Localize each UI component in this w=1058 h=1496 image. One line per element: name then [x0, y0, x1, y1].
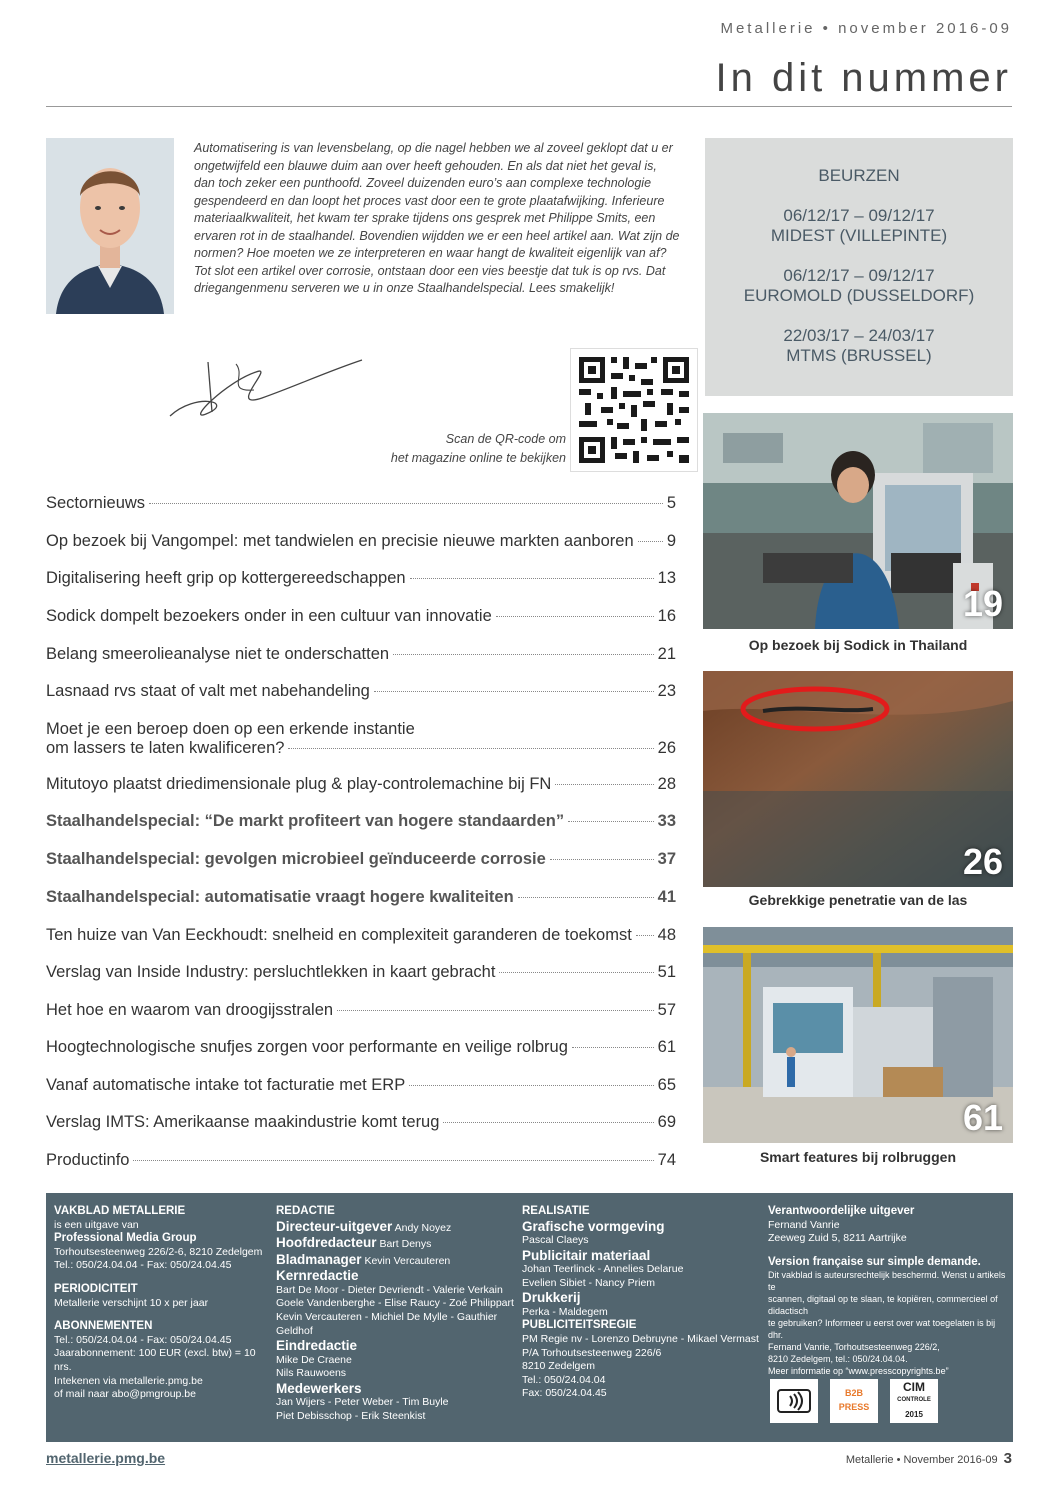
colophon-text: Metallerie verschijnt 10 x per jaar: [54, 1296, 209, 1309]
editor-photo: [46, 138, 174, 314]
colophon-text: Tel.: 050/24.04.04: [522, 1373, 606, 1386]
colophon-text: Tel.: 050/24.04.04 - Fax: 050/24.04.45: [54, 1333, 232, 1346]
signature-image: [166, 352, 366, 424]
toc-title: Op bezoek bij Vangompel: met tandwielen en precisie nieuwe markten aanboren: [46, 532, 634, 550]
toc-page: 48: [657, 926, 676, 944]
toc-item[interactable]: [46, 775, 676, 794]
colophon-col-publisher: [54, 1205, 274, 1402]
colophon-person: Andy Noyez: [394, 1221, 452, 1234]
toc-item[interactable]: [46, 850, 676, 869]
toc-title: Het hoe en waarom van droogijsstralen: [46, 1001, 334, 1019]
beurs-dates: 06/12/17 – 09/12/17: [783, 266, 935, 285]
toc-title: Verslag van Inside Industry: persluchtlekken in kaart gebracht: [46, 963, 496, 981]
colophon-text: Mike De Craene: [276, 1353, 352, 1366]
photo-weld-penetration[interactable]: [703, 671, 1013, 887]
toc-title: Staalhandelspecial: gevolgen microbieel geïnduceerde corrosie: [46, 850, 546, 868]
colophon-text: Goele Vandenberghe - Elise Raucy - Zoé Philippart: [276, 1297, 514, 1310]
beurzen-box: [705, 138, 1013, 396]
toc-item[interactable]: [46, 494, 676, 513]
colophon-text: Jan Wijers - Peter Weber - Tim Buyle: [276, 1396, 449, 1409]
contactless-logo-icon: [770, 1379, 818, 1423]
toc-item[interactable]: [46, 720, 676, 758]
colophon-role: Drukkerij: [522, 1290, 581, 1306]
beurs-name: MTMS (BRUSSEL): [786, 346, 932, 365]
toc-title: Hoogtechnologische snufjes zorgen voor performante en veilige rolbrug: [46, 1038, 568, 1056]
colophon-text: Dit vakblad is auteursrechtelijk beschermd. Wenst u artikels te: [768, 1270, 1006, 1293]
qr-caption-line-2: het magazine online te bekijken: [390, 451, 566, 465]
toc-item[interactable]: [46, 963, 676, 982]
colophon-logos: [770, 1379, 938, 1423]
toc-title: Vanaf automatische intake tot facturatie met ERP: [46, 1076, 406, 1094]
toc-title: Mitutoyo plaatst driedimensionale plug & play-controlemachine bij FN: [46, 775, 552, 793]
page-title: In dit nummer: [715, 56, 1012, 100]
colophon-text: Pascal Claeys: [522, 1234, 589, 1247]
colophon-heading: PUBLICITEITSREGIE: [522, 1319, 637, 1332]
footer-issue: [846, 1450, 1012, 1467]
toc-title: Verslag IMTS: Amerikaanse maakindustrie komt terug: [46, 1113, 440, 1131]
qr-code[interactable]: [570, 348, 698, 472]
photo-rolbrug[interactable]: [703, 927, 1013, 1143]
cim-logo-year: 2015: [905, 1409, 923, 1419]
colophon-text: P/A Torhoutsesteenweg 226/6: [522, 1346, 662, 1359]
toc-page: 61: [657, 1038, 676, 1056]
colophon-col-realisatie: [522, 1205, 762, 1401]
toc-page: 13: [657, 569, 676, 587]
toc-item[interactable]: [46, 532, 676, 551]
photo-page-number: 26: [962, 841, 1003, 882]
toc-item[interactable]: [46, 1001, 676, 1020]
toc-item[interactable]: [46, 607, 676, 626]
toc-title: Digitalisering heeft grip op kottergereedschappen: [46, 569, 406, 587]
toc-item[interactable]: [46, 812, 676, 831]
toc-page: 74: [657, 1151, 676, 1169]
colophon-person: Bart Denys: [379, 1238, 432, 1251]
cim-logo: [890, 1379, 938, 1423]
colophon-role: Publicitair materiaal: [522, 1247, 651, 1263]
colophon-text: Bart De Moor - Dieter Devriendt - Valerie Verkain: [276, 1283, 503, 1296]
toc-title: Productinfo: [46, 1151, 130, 1169]
colophon-heading: Verantwoordelijke uitgever: [768, 1205, 915, 1217]
toc-item[interactable]: [46, 1076, 676, 1095]
colophon-col-uitgever: [768, 1205, 1008, 1377]
colophon-text: Piet Debisschop - Erik Steenkist: [276, 1410, 426, 1423]
colophon-text: Tel.: 050/24.04.04 - Fax: 050/24.04.45: [54, 1259, 232, 1272]
beurs-dates: 22/03/17 – 24/03/17: [783, 326, 935, 345]
footer-issue-text: Metallerie • November 2016-09: [845, 1454, 998, 1466]
colophon-text: Intekenen via metallerie.pmg.be: [54, 1374, 203, 1387]
beurs-event: [705, 206, 1013, 246]
toc-title: Staalhandelspecial: automatisatie vraagt hogere kwaliteiten: [46, 888, 514, 906]
beurs-name: MIDEST (VILLEPINTE): [770, 226, 948, 245]
colophon-heading: VAKBLAD METALLERIE: [54, 1205, 186, 1217]
toc-page: 9: [666, 532, 676, 550]
cim-logo-sub: CONTROLE: [897, 1397, 931, 1404]
toc-page: 51: [657, 963, 676, 981]
colophon-role: Hoofdredacteur: [276, 1235, 377, 1251]
colophon-heading: REALISATIE: [522, 1205, 590, 1217]
colophon-text: te gebruiken? Informeer u eerst over wat toegelaten is bij dhr.: [768, 1318, 996, 1341]
toc-page: 5: [666, 494, 676, 512]
toc-item[interactable]: [46, 888, 676, 907]
colophon-text: is een uitgave van: [54, 1218, 139, 1231]
page-number: 3: [1003, 1450, 1012, 1467]
toc-page: 57: [657, 1001, 676, 1019]
toc-title: Sodick dompelt bezoekers onder in een cultuur van innovatie: [46, 607, 492, 625]
photo-page-number: 19: [962, 583, 1003, 624]
beurs-dates: 06/12/17 – 09/12/17: [783, 206, 935, 225]
b2b-press-logo: B2B PRESS: [830, 1379, 878, 1423]
toc-page: 21: [657, 645, 676, 663]
photo-caption: Op bezoek bij Sodick in Thailand: [748, 637, 968, 653]
toc-page: 28: [657, 775, 676, 793]
beurs-name: EUROMOLD (DUSSELDORF): [743, 286, 975, 305]
colophon-text: Perka - Maldegem: [522, 1305, 608, 1318]
colophon-text: Evelien Sibiet - Nancy Priem: [522, 1276, 656, 1289]
toc-page: 26: [657, 739, 676, 757]
toc-title: Staalhandelspecial: “De markt profiteert van hogere standaarden”: [46, 812, 565, 830]
photo-sodick-factory[interactable]: [703, 413, 1013, 629]
toc-page: 41: [657, 888, 676, 906]
photo-caption: Gebrekkige penetratie van de las: [748, 892, 968, 908]
toc-title: Ten huize van Van Eeckhoudt: snelheid en complexiteit garanderen de toekomst: [46, 926, 632, 944]
beurs-event: [705, 266, 1013, 306]
colophon-text: Fax: 050/24.04.45: [522, 1387, 607, 1400]
toc-page: 33: [657, 812, 676, 830]
header-divider: [46, 106, 1012, 107]
toc-title-line-1: Moet je een beroep doen op een erkende instantie: [46, 720, 415, 738]
toc-item[interactable]: [46, 1038, 676, 1057]
toc-title: Lasnaad rvs staat of valt met nabehandeling: [46, 682, 370, 700]
colophon-text: Nils Rauwoens: [276, 1367, 347, 1380]
colophon: [46, 1193, 1013, 1442]
toc-page: 69: [657, 1113, 676, 1131]
colophon-text: Kevin Vercauteren - Michiel De Mylle - Gauthier Geldhof: [276, 1311, 498, 1337]
toc-page: 16: [657, 607, 676, 625]
toc-page: 37: [657, 850, 676, 868]
colophon-col-redactie: [276, 1205, 516, 1424]
colophon-role: Medewerkers: [276, 1380, 362, 1396]
toc-title: Belang smeerolieanalyse niet te onderschatten: [46, 645, 390, 663]
toc-item[interactable]: [46, 926, 676, 945]
editorial-text: Automatisering is van levensbelang, op die nagel hebben we al zoveel geklopt dat u er ongetwijfeld een blauwe duim aan over heeft gehouden. En als dat niet het geval is, dan toch zeker een punthoofd. Zoveel duizenden euro’s aan complexe technologie gespendeerd en dan loopt het proces vast door een te grote plaatafwijking. Inferieure materiaalkwaliteit, het kwam ter sprake tijdens ons gesprek met Philippe Smits, een ervaren rot in de staalhandel. Bovendien wijdden we er een heel artikel aan. Wat zijn de normen? Hoe moeten we ze interpreteren en waar hangt de kwaliteit eigenlijk van af? Tot slot een artikel over corrosie, ontstaan door een vies beestje dat tuk is op rvs. Dat driegangenmenu serveren we u in onze Staalhandelspecial. Lees smakelijk!: [194, 141, 680, 295]
colophon-text: Fernand Vanrie: [768, 1218, 840, 1231]
qr-caption-line-1: Scan de QR-code om: [445, 432, 566, 446]
photo-page-number: 61: [962, 1097, 1003, 1138]
toc-page: 23: [657, 682, 676, 700]
toc-item[interactable]: [46, 645, 676, 664]
qr-caption: [340, 430, 566, 468]
colophon-text: 8210 Zedelgem, tel.: 050/24.04.04.: [768, 1354, 908, 1365]
photo-caption: Smart features bij rolbruggen: [759, 1149, 957, 1165]
toc-item[interactable]: [46, 682, 676, 701]
toc-title: om lassers te laten kwalificeren?: [46, 739, 285, 757]
colophon-role: Directeur-uitgever: [276, 1218, 393, 1234]
header-issue-line: Metallerie • november 2016-09: [720, 20, 1012, 37]
colophon-text: PM Regie nv - Lorenzo Debruyne - Mikael Vermast: [522, 1333, 759, 1346]
cim-logo-text: CIM: [903, 1379, 925, 1394]
toc-page: 65: [657, 1076, 676, 1094]
colophon-text: scannen, digitaal op te slaan, te kopiëren, commercieel of didactisch: [768, 1294, 998, 1317]
colophon-heading: PERIODICITEIT: [54, 1282, 138, 1295]
colophon-text: of mail naar abo@pmgroup.be: [54, 1388, 196, 1401]
colophon-text: Jaarabonnement: 100 EUR (excl. btw) = 10 nrs.: [54, 1347, 256, 1373]
beurs-event: [705, 326, 1013, 366]
colophon-person: Kevin Vercauteren: [364, 1254, 451, 1267]
colophon-role: Kernredactie: [276, 1268, 359, 1284]
colophon-publisher: Professional Media Group: [54, 1232, 197, 1245]
toc-item[interactable]: [46, 569, 676, 588]
toc-title: Sectornieuws: [46, 494, 146, 512]
colophon-text: Meer informatie op “www.presscopyrights.be”: [768, 1366, 949, 1377]
colophon-role: Eindredactie: [276, 1338, 358, 1354]
beurzen-heading: BEURZEN: [818, 166, 900, 185]
colophon-text: 8210 Zedelgem: [522, 1360, 595, 1373]
toc-item[interactable]: [46, 1113, 676, 1132]
toc-item[interactable]: [46, 1151, 676, 1170]
colophon-heading: Version française sur simple demande.: [768, 1255, 981, 1268]
footer-website-link[interactable]: metallerie.pmg.be: [46, 1450, 166, 1466]
colophon-text: Zeeweg Zuid 5, 8211 Aartrijke: [768, 1232, 907, 1245]
colophon-heading: REDACTIE: [276, 1205, 335, 1217]
colophon-text: Johan Teerlinck - Annelies Delarue: [522, 1263, 684, 1276]
colophon-heading: ABONNEMENTEN: [54, 1320, 153, 1333]
colophon-text: Torhoutsesteenweg 226/2-6, 8210 Zedelgem: [54, 1245, 263, 1258]
colophon-text: Fernand Vanrie, Torhoutsesteenweg 226/2,: [768, 1342, 940, 1353]
colophon-role: Grafische vormgeving: [522, 1218, 665, 1234]
colophon-role: Bladmanager: [276, 1251, 362, 1267]
